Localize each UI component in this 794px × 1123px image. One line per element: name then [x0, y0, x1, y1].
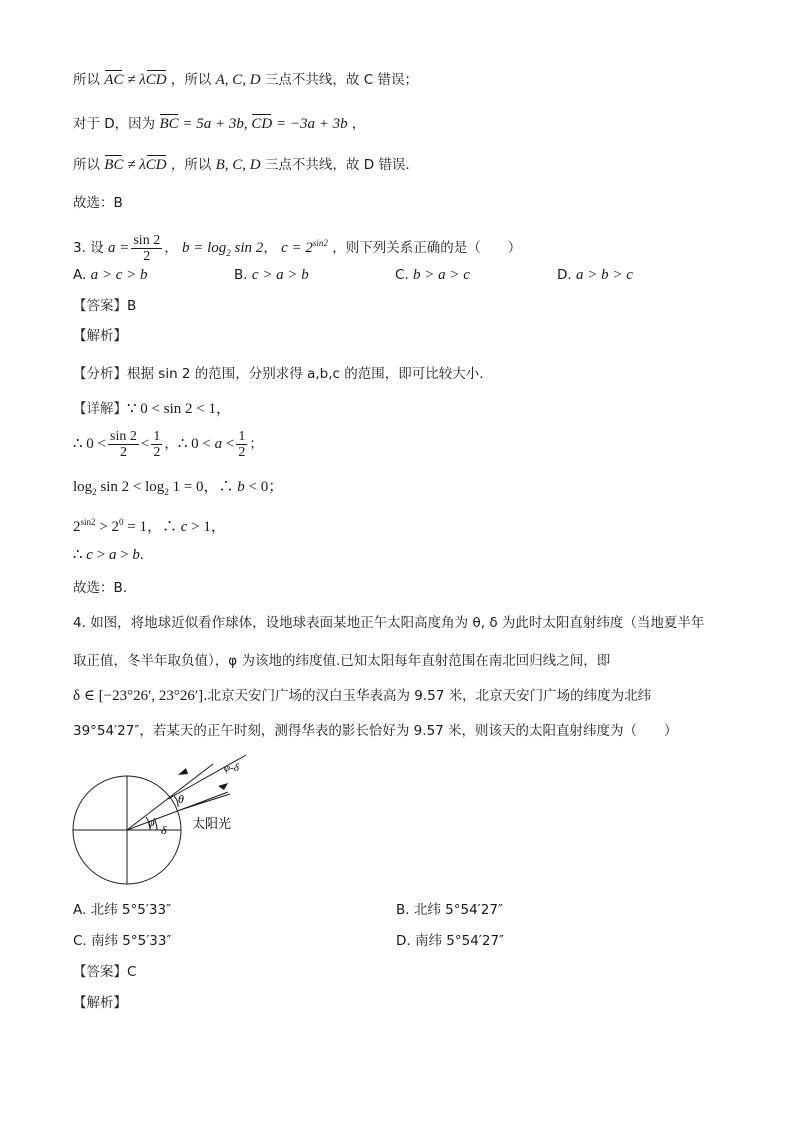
question-number: 3.: [73, 240, 86, 256]
text: ，: [351, 116, 366, 132]
answer-tag: 【答案】: [73, 298, 127, 314]
fraction-sin2-over-2: $\frac{\sin 2}{2}$: [133, 232, 161, 264]
label-phi: φ: [148, 815, 155, 829]
q3-xiangjie: [73, 399, 231, 419]
line-choose-b: 故选：B: [73, 195, 123, 211]
arrow-1-icon: [178, 768, 188, 775]
text: 如图，将地球近似看作球体，设地球表面某地正午太阳高度角为 θ, δ 为此时太阳直射纬度（当地夏半年: [90, 615, 705, 631]
q4-option-a[interactable]: [73, 900, 171, 920]
option-text: 南纬 5°54′27″: [414, 933, 505, 949]
q4-stem-line-4: 39°54′27″，若某天的正午时刻，测得华表的影长恰好为 9.57 米，则该天的太阳直射纬度为（ ）: [73, 723, 678, 739]
fraction-1-over-2: $\frac{1}{2}$: [238, 428, 246, 460]
q4-stem-line-2: 取正值，冬半年取负值），φ 为该地的纬度值.已知太阳每年直射范围在南北回归线之间，即: [73, 653, 611, 669]
fraction-sin2-over-2: $\frac{\sin 2}{2}$: [110, 428, 137, 460]
text: ，所以: [170, 72, 212, 88]
math-a-def: a =: [107, 240, 130, 256]
q3-step-4: $2^{sin2} > 2^0 = 1$，∴ c > 1，: [73, 517, 226, 535]
label-phi-delta: φ-δ: [224, 762, 239, 774]
fenxi-text: 根据 sin 2 的范围，分别求得 a,b,c 的范围，即可比较大小.: [127, 366, 484, 382]
text: 设: [90, 240, 104, 256]
q3-step-2: ∴ 0 < $\frac{\sin 2}{2}$ < $\frac{1}{2}$ ，∴ 0 < a < $\frac{1}{2}$ ；: [73, 428, 263, 460]
answer-value: B: [127, 298, 137, 314]
option-letter: C.: [395, 267, 409, 283]
q3-option-c[interactable]: [395, 265, 470, 285]
q3-step-3: $\log_2 \sin 2 < \log_2 1 = 0$，∴ b < 0；: [73, 479, 284, 497]
text: 所以: [73, 157, 100, 173]
option-letter: D.: [557, 267, 572, 283]
text: 所以: [73, 72, 100, 88]
option-letter: D.: [396, 933, 411, 949]
q3-step-5: ∴ c > a > b.: [73, 547, 144, 563]
q3-stem: 3. 设 a = $\frac{\sin 2}{2}$ ， $b = \log_2 \sin 2$， $c = 2^{sin2}$ ，则下列关系正确的是（ ）: [73, 232, 522, 264]
option-letter: A.: [73, 267, 87, 283]
fenxi-tag: 【分析】: [73, 366, 127, 382]
text: ，则下列关系正确的是（ ）: [332, 240, 522, 256]
q4-stem-line-3: [73, 686, 651, 706]
q3-fenxi: [73, 364, 484, 384]
fraction-1-over-2: $\frac{1}{2}$: [153, 428, 161, 460]
question-number: 4.: [73, 615, 86, 631]
q3-conclusion: 故选：B.: [73, 580, 128, 596]
q4-option-d[interactable]: [396, 931, 504, 951]
option-letter: C.: [73, 933, 87, 949]
option-expr: a > c > b: [90, 267, 148, 283]
math-c-def: $c = 2^{sin2}$: [281, 238, 328, 256]
q3-answer: [73, 296, 136, 316]
q3-option-a[interactable]: [73, 265, 148, 285]
q4-option-c[interactable]: [73, 931, 172, 951]
math-bc-cd-vectors: BC = 5a + 3b, CD = −3a + 3b: [159, 116, 348, 132]
line-bc-cd: [73, 155, 410, 175]
earth-sun-diagram: [70, 752, 270, 887]
math-b-def: $b = \log_2 \sin 2$: [182, 240, 264, 258]
option-text: 北纬 5°5′33″: [90, 902, 172, 918]
label-theta: θ: [178, 792, 184, 806]
q4-answer: [73, 962, 136, 982]
math-acd: A, C, D: [215, 72, 261, 88]
option-text: 南纬 5°5′33″: [91, 933, 172, 949]
q3-option-d[interactable]: [557, 265, 633, 285]
option-letter: B.: [396, 902, 410, 918]
arrow-2-icon: [218, 783, 228, 790]
option-expr: c > a > b: [251, 267, 309, 283]
text: ，所以: [170, 157, 212, 173]
option-expr: b > a > c: [413, 267, 470, 283]
q4-analysis-tag: 【解析】: [73, 995, 127, 1011]
answer-value: C: [127, 964, 137, 980]
sun-ray-2: [180, 794, 230, 810]
option-letter: A.: [73, 902, 87, 918]
math-ac-neq-lambda-cd: AC ≠ λCD: [104, 72, 167, 88]
math-bc-neq-lambda-cd: BC ≠ λCD: [104, 157, 167, 173]
option-text: 北纬 5°54′27″: [413, 902, 503, 918]
line-option-d: [73, 114, 365, 134]
text: .北京天安门广场的汉白玉华表高为 9.57 米，北京天安门广场的纬度为北纬: [203, 688, 652, 704]
text: 三点不共线，故 D 错误.: [264, 157, 410, 173]
q4-option-b[interactable]: [396, 900, 503, 920]
q3-option-b[interactable]: [234, 265, 309, 285]
text: 三点不共线，故 C 错误；: [264, 72, 418, 88]
label-delta: δ: [161, 823, 167, 837]
xiangjie-tag: 【详解】: [73, 401, 127, 417]
math-delta-range: δ ∈ [−23°26′, 23°26′]: [73, 688, 204, 704]
option-letter: B.: [234, 267, 248, 283]
xiangjie-step-1: ∵ 0 < sin 2 < 1，: [127, 401, 231, 417]
text: 对于 D，因为: [73, 116, 156, 132]
line-ac-cd: [73, 70, 418, 90]
math-bcd: B, C, D: [215, 157, 261, 173]
q3-analysis-tag: 【解析】: [73, 328, 127, 344]
label-sunlight: 太阳光: [192, 817, 232, 832]
option-expr: a > b > c: [575, 267, 633, 283]
answer-tag: 【答案】: [73, 964, 127, 980]
q4-stem-line-1: [73, 613, 704, 633]
